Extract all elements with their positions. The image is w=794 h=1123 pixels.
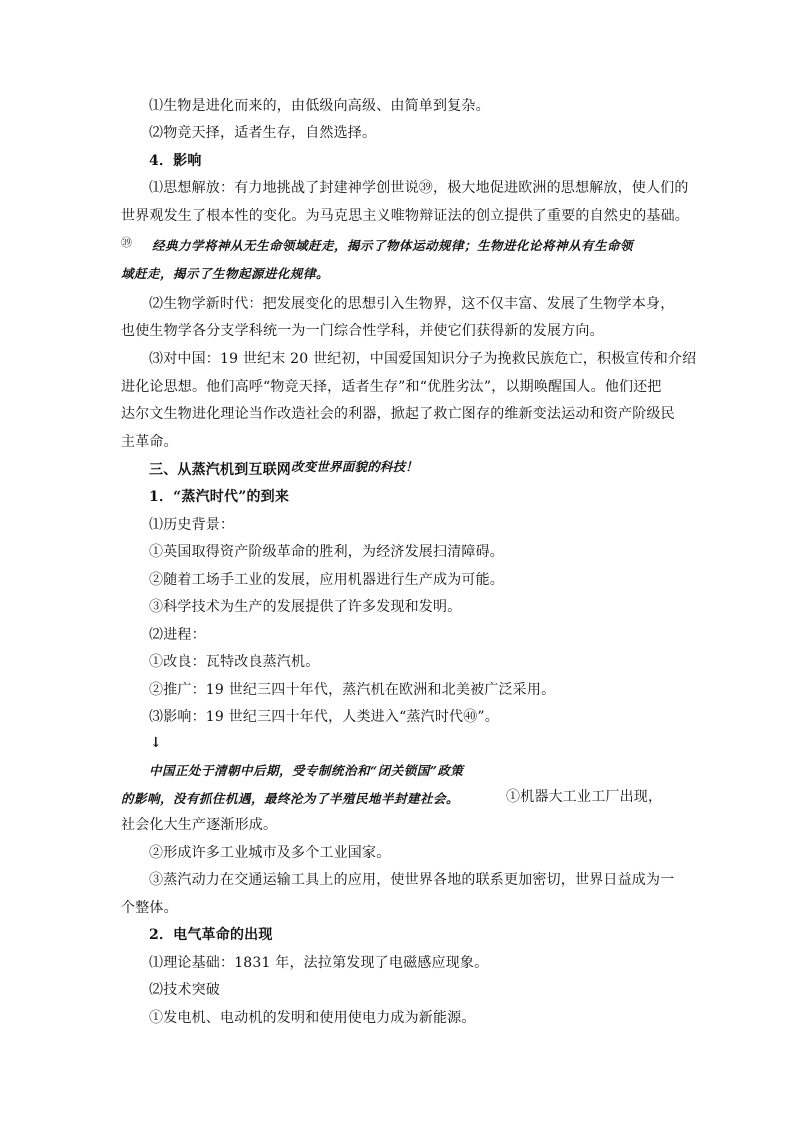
text-line: ⑵物竞天择，适者生存，自然选择。 bbox=[149, 125, 377, 141]
text-line: ②形成许多工业城市及多个工业国家。 bbox=[149, 845, 391, 861]
text-line: ③科学技术为生产的发展提供了许多发现和发明。 bbox=[149, 599, 462, 615]
text-line: ⑵生物学新时代：把发展变化的思想引入生物界，这不仅丰富、发展了生物学本身， bbox=[149, 296, 675, 312]
text-line: ①改良：瓦特改良蒸汽机。 bbox=[149, 654, 320, 670]
text-line: ②随着工场手工业的发展，应用机器进行生产成为可能。 bbox=[149, 572, 504, 588]
text-line: ③蒸汽动力在交通运输工具上的应用，使世界各地的联系更加密切，世界日益成为一 bbox=[149, 872, 675, 888]
handwritten-note: 改变世界面貌的科技！ bbox=[291, 459, 419, 474]
text-line: ⑴思想解放：有力地挑战了封建神学创世说㊴，极大地促进欧洲的思想解放，使人们的 bbox=[149, 180, 689, 196]
text-line: ⑴理论基础：1831 年，法拉第发现了电磁感应现象。 bbox=[149, 955, 489, 971]
handwritten-note: 域赶走，揭示了生物起源进化规律。 bbox=[121, 266, 330, 281]
text-line: 社会化大生产逐渐形成。 bbox=[121, 817, 278, 833]
text-line: 进化论思想。他们高呼“物竞天择，适者生存”和“优胜劣汰”，以期唤醒国人。他们还把 bbox=[121, 379, 662, 395]
text-line: ⑴历史背景： bbox=[149, 517, 235, 533]
text-line: ①英国取得资产阶级革命的胜利，为经济发展扫清障碍。 bbox=[149, 544, 504, 560]
text-line: 主革命。 bbox=[121, 434, 178, 450]
annotation-marker: ㊴ bbox=[121, 236, 133, 249]
handwritten-note: 经典力学将神从无生命领域赶走，揭示了物体运动规律；生物进化论将神从有生命领 bbox=[152, 238, 634, 253]
subsection-heading: 2．电气革命的出现 bbox=[149, 927, 273, 943]
text-line: ⑶影响：19 世纪三四十年代，人类进入“蒸汽时代㊵”。 bbox=[149, 709, 499, 725]
text-line: ②推广：19 世纪三四十年代，蒸汽机在欧洲和北美被广泛采用。 bbox=[149, 682, 556, 698]
handwritten-note: 的影响，没有抓住机遇，最终沦为了半殖民地半封建社会。 bbox=[121, 791, 460, 806]
text-line: ⑵技术突破 bbox=[149, 982, 220, 998]
section-heading: 三、从蒸汽机到互联网 bbox=[149, 462, 291, 478]
text-line: 世界观发生了根本性的变化。为马克思主义唯物辩证法的创立提供了重要的自然史的基础。 bbox=[121, 208, 689, 224]
text-line: 达尔文生物进化理论当作改造社会的利器，掀起了救亡图存的维新变法运动和资产阶级民 bbox=[121, 406, 675, 422]
text-line: ⑵进程： bbox=[149, 627, 206, 643]
text-line: ①发电机、电动机的发明和使用使电力成为新能源。 bbox=[149, 1010, 476, 1026]
down-arrow-icon: ↓ bbox=[150, 735, 162, 751]
text-line: ①机器大工业工厂出现， bbox=[506, 789, 663, 805]
handwritten-note: 中国正处于清朝中后期，受专制统治和“闭关锁国”政策 bbox=[149, 763, 464, 778]
section-heading: 4．影响 bbox=[149, 153, 202, 169]
text-line: 也使生物学各分支学科统一为一门综合性学科，并使它们获得新的发展方向。 bbox=[121, 323, 604, 339]
text-line: 个整体。 bbox=[121, 900, 178, 916]
text-line: ⑶对中国：19 世纪末 20 世纪初，中国爱国知识分子为挽救民族危亡，积极宣传和介绍 bbox=[149, 351, 697, 367]
subsection-heading: 1．“蒸汽时代”的到来 bbox=[149, 489, 290, 505]
text-line: ⑴生物是进化而来的，由低级向高级、由简单到复杂。 bbox=[149, 98, 490, 114]
